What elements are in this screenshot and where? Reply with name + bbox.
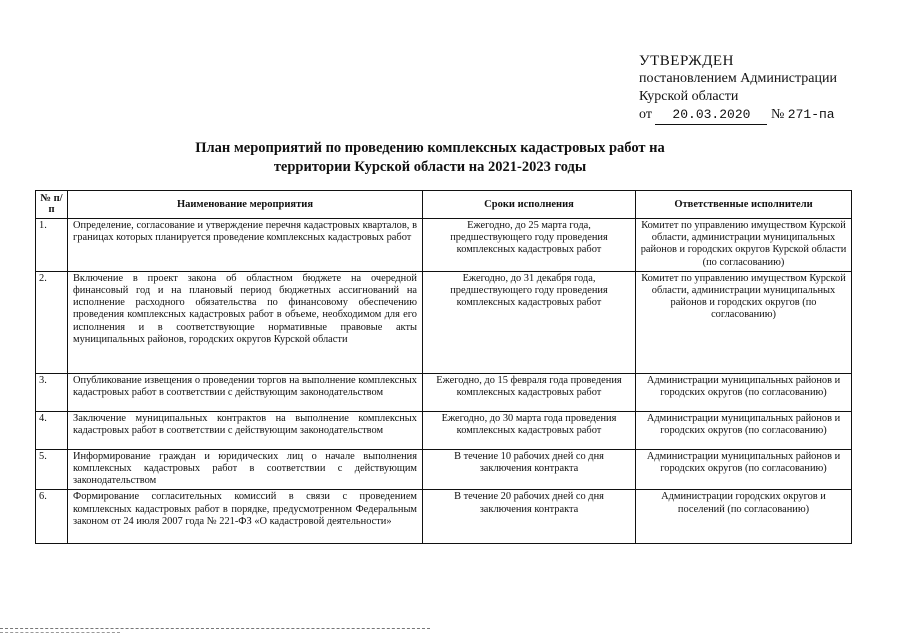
- row-name: Формирование согласительных комиссий в связи с проведением комплексных кадастровых работ в порядке, предусмотренном Федеральным законом от 24 июля 2007 года № 221-ФЗ «О кадастровой деятельности»: [68, 490, 423, 544]
- approval-number: 271-па: [787, 107, 835, 122]
- title-line-2: территории Курской области на 2021-2023 годы: [273, 159, 587, 175]
- row-term: В течение 20 рабочих дней со дня заключения контракта: [423, 490, 636, 544]
- row-term: В течение 10 рабочих дней со дня заключения контракта: [423, 449, 636, 490]
- table-row: [36, 219, 852, 272]
- approval-date: 20.03.2020: [655, 106, 767, 125]
- row-term: Ежегодно, до 30 марта года проведения комплексных кадастровых работ: [423, 411, 636, 449]
- row-num: 2.: [36, 271, 68, 373]
- approval-line-1: постановлением Администрации: [639, 71, 837, 86]
- row-resp: Комитет по управлению имуществом Курской области, администрации муниципальных районов и городских округов Курской области (по согласованию): [636, 219, 852, 272]
- plan-table: [35, 190, 852, 544]
- from-label: от: [639, 107, 652, 122]
- row-name: Включение в проект закона об областном бюджете на очередной финансовый год и на плановый период бюджетных ассигнований на исполнение расходного обязательства по финансовому обеспечению проведения комплексных кадастровых работ в объеме, необходимом для его исполнения и в соответствующие нормативные правовые акты муниципальных районов, городских округов Курской области: [68, 271, 423, 373]
- row-num: 4.: [36, 411, 68, 449]
- header-term: Сроки исполнения: [423, 191, 636, 219]
- row-term: Ежегодно, до 15 февраля года проведения комплексных кадастровых работ: [423, 373, 636, 411]
- approval-line-2: Курской области: [639, 89, 739, 104]
- row-name: Заключение муниципальных контрактов на выполнение комплексных кадастровых работ в соответствии с действующим законодательством: [68, 411, 423, 449]
- row-num: 3.: [36, 373, 68, 411]
- table-row: [36, 271, 852, 373]
- row-resp: Администрации муниципальных районов и городских округов (по согласованию): [636, 449, 852, 490]
- table-header-row: [36, 191, 852, 219]
- row-num: 1.: [36, 219, 68, 272]
- table-row: [36, 490, 852, 544]
- header-num: № п/п: [36, 191, 68, 219]
- header-name: Наименование мероприятия: [68, 191, 423, 219]
- title-line-1: План мероприятий по проведению комплексных кадастровых работ на: [195, 140, 665, 156]
- approval-title: УТВЕРЖДЕН: [639, 53, 734, 69]
- approval-stamp: [639, 52, 889, 125]
- scan-artifact-line: [0, 632, 120, 633]
- table-row: [36, 373, 852, 411]
- document-title: [150, 139, 710, 177]
- row-num: 6.: [36, 490, 68, 544]
- row-num: 5.: [36, 449, 68, 490]
- table-row: [36, 411, 852, 449]
- scan-artifact-line: [0, 628, 430, 629]
- approval-date-line: [639, 106, 889, 125]
- row-resp: Администрации муниципальных районов и городских округов (по согласованию): [636, 373, 852, 411]
- row-resp: Администрации муниципальных районов и городских округов (по согласованию): [636, 411, 852, 449]
- row-term: Ежегодно, до 31 декабря года, предшествующего году проведения комплексных кадастровых работ: [423, 271, 636, 373]
- row-name: Определение, согласование и утверждение перечня кадастровых кварталов, в границах которых планируется проведение комплексных кадастровых работ: [68, 219, 423, 272]
- row-resp: Комитет по управлению имуществом Курской области, администрации муниципальных районов и городских округов (по согласованию): [636, 271, 852, 373]
- number-label: №: [770, 107, 785, 122]
- row-term: Ежегодно, до 25 марта года, предшествующего году проведения комплексных кадастровых работ: [423, 219, 636, 272]
- row-name: Опубликование извещения о проведении торгов на выполнение комплексных кадастровых работ в соответствии с действующим законодательством: [68, 373, 423, 411]
- table-row: [36, 449, 852, 490]
- row-name: Информирование граждан и юридических лиц о начале выполнения комплексных кадастровых работ в соответствии с действующим законодательством: [68, 449, 423, 490]
- header-resp: Ответственные исполнители: [636, 191, 852, 219]
- row-resp: Администрации городских округов и поселений (по согласованию): [636, 490, 852, 544]
